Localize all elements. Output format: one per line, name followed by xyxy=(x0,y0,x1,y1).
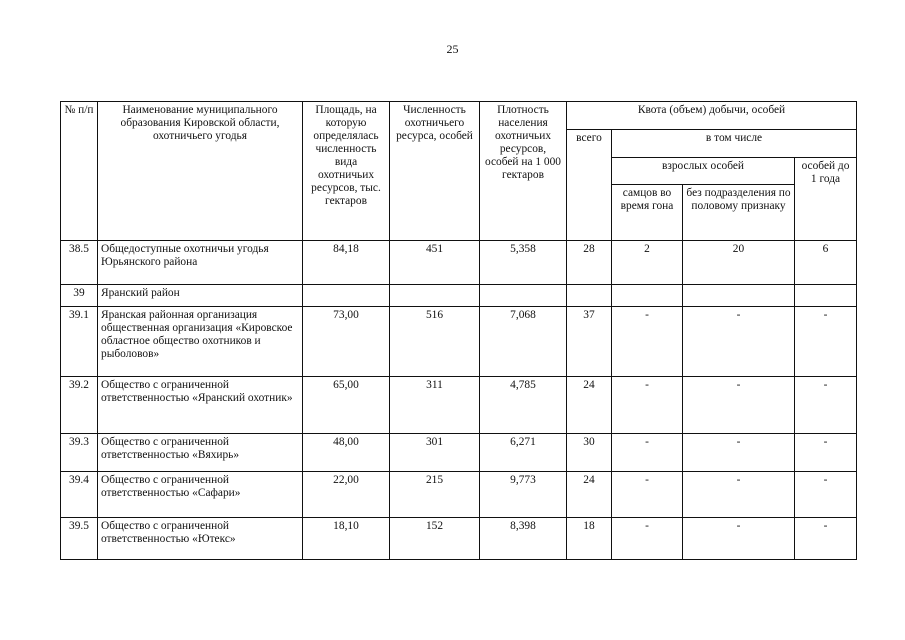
header-area: Площадь, на которую определялась численность вида охотничьих ресурсов, тыс. гектаров xyxy=(303,102,390,241)
cell-no-sex: - xyxy=(683,434,795,472)
cell-males: - xyxy=(612,472,683,518)
header-including: в том числе xyxy=(612,130,857,158)
header-name: Наименование муниципального образования Кировской области, охотничьего угодья xyxy=(98,102,303,241)
cell-area: 18,10 xyxy=(303,518,390,560)
cell-num: 39.5 xyxy=(61,518,98,560)
cell-count: 215 xyxy=(390,472,480,518)
cell-total: 37 xyxy=(567,307,612,377)
header-adults: взрослых особей xyxy=(612,158,795,185)
cell-density: 9,773 xyxy=(480,472,567,518)
cell-density: 4,785 xyxy=(480,377,567,434)
quota-table xyxy=(60,101,857,560)
cell-total: 30 xyxy=(567,434,612,472)
cell-count xyxy=(390,285,480,307)
cell-area: 73,00 xyxy=(303,307,390,377)
cell-males: 2 xyxy=(612,241,683,285)
table-row xyxy=(61,241,857,285)
cell-num: 39.2 xyxy=(61,377,98,434)
cell-no-sex xyxy=(683,285,795,307)
cell-young xyxy=(795,285,857,307)
cell-no-sex: 20 xyxy=(683,241,795,285)
cell-males: - xyxy=(612,307,683,377)
cell-area: 65,00 xyxy=(303,377,390,434)
header-count: Численность охотничьего ресурса, особей xyxy=(390,102,480,241)
cell-count: 311 xyxy=(390,377,480,434)
cell-young: - xyxy=(795,377,857,434)
cell-density: 6,271 xyxy=(480,434,567,472)
cell-density: 8,398 xyxy=(480,518,567,560)
cell-young: - xyxy=(795,518,857,560)
cell-males: - xyxy=(612,377,683,434)
cell-name: Общество с ограниченной ответственностью «Сафари» xyxy=(98,472,303,518)
table-row xyxy=(61,377,857,434)
header-young: особей до 1 года xyxy=(795,158,857,241)
cell-males: - xyxy=(612,434,683,472)
cell-count: 516 xyxy=(390,307,480,377)
cell-total: 24 xyxy=(567,377,612,434)
header-no-sex: без подразделения по половому признаку xyxy=(683,185,795,241)
cell-males: - xyxy=(612,518,683,560)
cell-no-sex: - xyxy=(683,472,795,518)
cell-area xyxy=(303,285,390,307)
cell-density: 7,068 xyxy=(480,307,567,377)
cell-num: 39.1 xyxy=(61,307,98,377)
cell-young: 6 xyxy=(795,241,857,285)
cell-no-sex: - xyxy=(683,518,795,560)
cell-males xyxy=(612,285,683,307)
header-quota: Квота (объем) добычи, особей xyxy=(567,102,857,130)
header-num: № п/п xyxy=(61,102,98,241)
cell-name: Общество с ограниченной ответственностью «Ютекс» xyxy=(98,518,303,560)
cell-total xyxy=(567,285,612,307)
cell-count: 301 xyxy=(390,434,480,472)
cell-density: 5,358 xyxy=(480,241,567,285)
cell-num: 39 xyxy=(61,285,98,307)
table-row xyxy=(61,518,857,560)
page-number: 25 xyxy=(446,42,459,56)
table-row xyxy=(61,285,857,307)
cell-name: Общество с ограниченной ответственностью «Яранский охотник» xyxy=(98,377,303,434)
cell-young: - xyxy=(795,307,857,377)
header-total: всего xyxy=(567,130,612,241)
cell-no-sex: - xyxy=(683,307,795,377)
cell-name: Яранская районная организация общественная организация «Кировское областное общество охотников и рыболовов» xyxy=(98,307,303,377)
table-row xyxy=(61,307,857,377)
cell-count: 451 xyxy=(390,241,480,285)
cell-num: 39.4 xyxy=(61,472,98,518)
cell-young: - xyxy=(795,472,857,518)
cell-name: Яранский район xyxy=(98,285,303,307)
cell-name: Общество с ограниченной ответственностью «Вяхирь» xyxy=(98,434,303,472)
header-males: самцов во время гона xyxy=(612,185,683,241)
cell-young: - xyxy=(795,434,857,472)
cell-area: 48,00 xyxy=(303,434,390,472)
table-row xyxy=(61,472,857,518)
cell-num: 38.5 xyxy=(61,241,98,285)
cell-area: 22,00 xyxy=(303,472,390,518)
cell-density xyxy=(480,285,567,307)
cell-total: 24 xyxy=(567,472,612,518)
cell-num: 39.3 xyxy=(61,434,98,472)
header-density: Плотность населения охотничьих ресурсов, особей на 1 000 гектаров xyxy=(480,102,567,241)
cell-total: 18 xyxy=(567,518,612,560)
cell-total: 28 xyxy=(567,241,612,285)
cell-no-sex: - xyxy=(683,377,795,434)
cell-name: Общедоступные охотничьи угодья Юрьянского района xyxy=(98,241,303,285)
cell-area: 84,18 xyxy=(303,241,390,285)
table-row xyxy=(61,434,857,472)
cell-count: 152 xyxy=(390,518,480,560)
